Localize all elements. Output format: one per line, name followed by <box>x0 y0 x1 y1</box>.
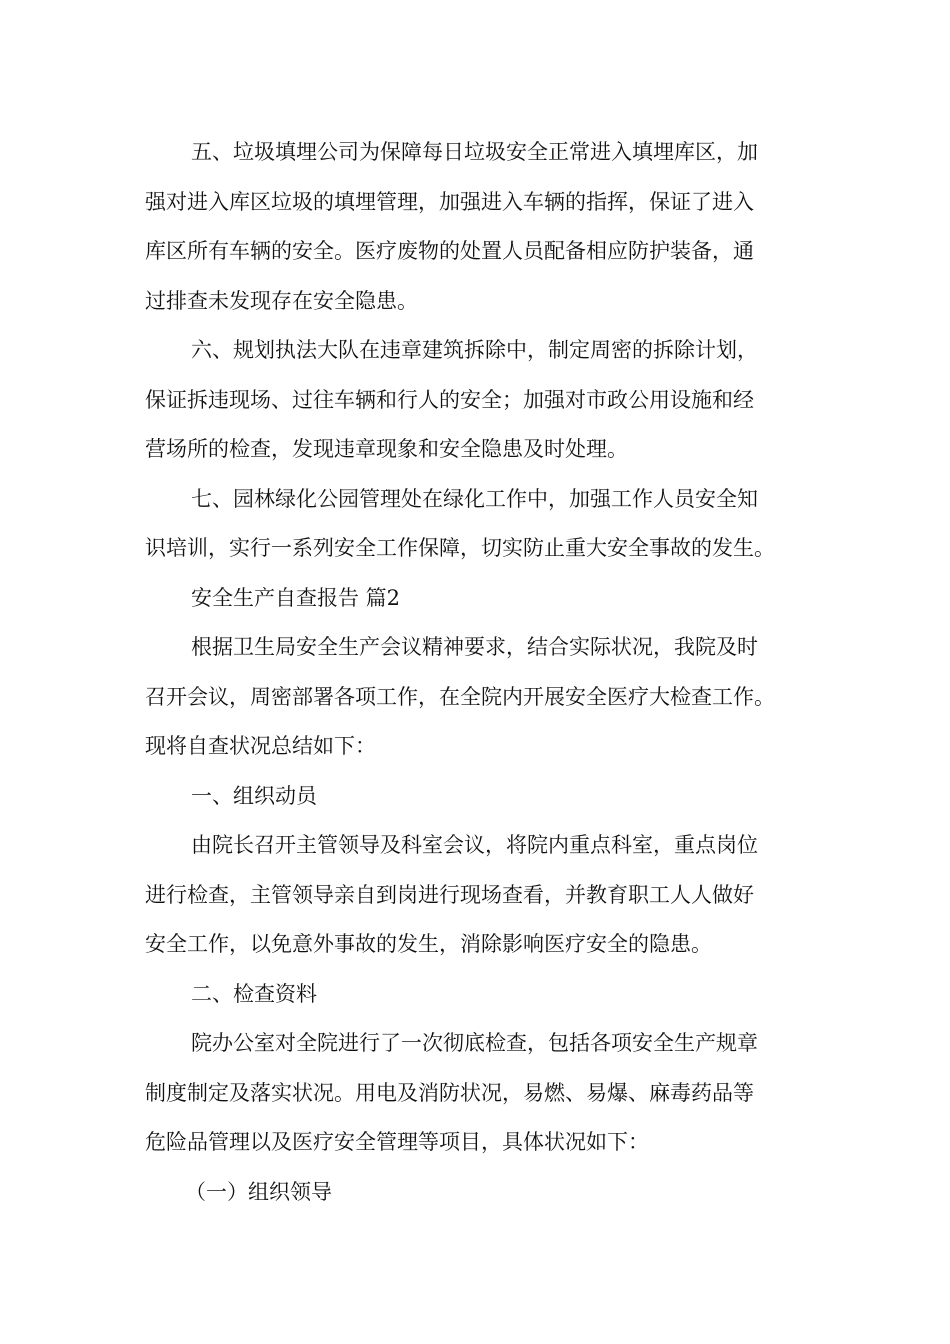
inspection-line-1: 院办公室对全院进行了一次彻底检查，包括各项安全生产规章 <box>191 1031 758 1055</box>
inspection-line-2: 制度制定及落实状况。用电及消防状况，易燃、易爆、麻毒药品等 <box>145 1080 754 1105</box>
intro-line-3: 现将自查状况总结如下： <box>145 734 376 758</box>
mobilization-line-3: 安全工作，以免意外事故的发生，消除影响医疗安全的隐患。 <box>145 932 712 956</box>
section-heading-part-2: 安全生产自查报告 篇2 <box>191 585 401 610</box>
paragraph-5-line-2: 强对进入库区垃圾的填埋管理，加强进入车辆的指挥，保证了进入 <box>145 189 754 214</box>
paragraph-6-line-2: 保证拆违现场、过往车辆和行人的安全；加强对市政公用设施和经 <box>145 387 754 412</box>
subheading-organization-leadership: （一）组织领导 <box>185 1179 332 1204</box>
intro-line-2: 召开会议，周密部署各项工作，在全院内开展安全医疗大检查工作。 <box>145 684 775 709</box>
mobilization-line-1: 由院长召开主管领导及科室会议，将院内重点科室，重点岗位 <box>191 833 758 857</box>
paragraph-5-line-3: 库区所有车辆的安全。医疗废物的处置人员配备相应防护装备，通 <box>145 239 754 263</box>
paragraph-5-line-4: 过排查未发现存在安全隐患。 <box>145 288 418 313</box>
mobilization-line-2: 进行检查，主管领导亲自到岗进行现场查看，并教育职工人人做好 <box>145 882 754 907</box>
document-body <box>145 128 815 1217</box>
paragraph-6-line-1: 六、规划执法大队在违章建筑拆除中，制定周密的拆除计划， <box>191 338 758 362</box>
heading-inspection-materials: 二、检查资料 <box>191 981 317 1006</box>
heading-organization-mobilization: 一、组织动员 <box>191 783 317 808</box>
paragraph-5-line-1: 五、垃圾填埋公司为保障每日垃圾安全正常进入填埋库区，加 <box>191 140 758 164</box>
intro-line-1: 根据卫生局安全生产会议精神要求，结合实际状况，我院及时 <box>191 635 758 659</box>
paragraph-6-line-3: 营场所的检查，发现违章现象和安全隐患及时处理。 <box>145 437 628 461</box>
paragraph-7-line-1: 七、园林绿化公园管理处在绿化工作中，加强工作人员安全知 <box>191 486 758 511</box>
paragraph-7-line-2: 识培训，实行一系列安全工作保障，切实防止重大安全事故的发生。 <box>145 536 775 560</box>
inspection-line-3: 危险品管理以及医疗安全管理等项目，具体状况如下： <box>145 1130 649 1154</box>
